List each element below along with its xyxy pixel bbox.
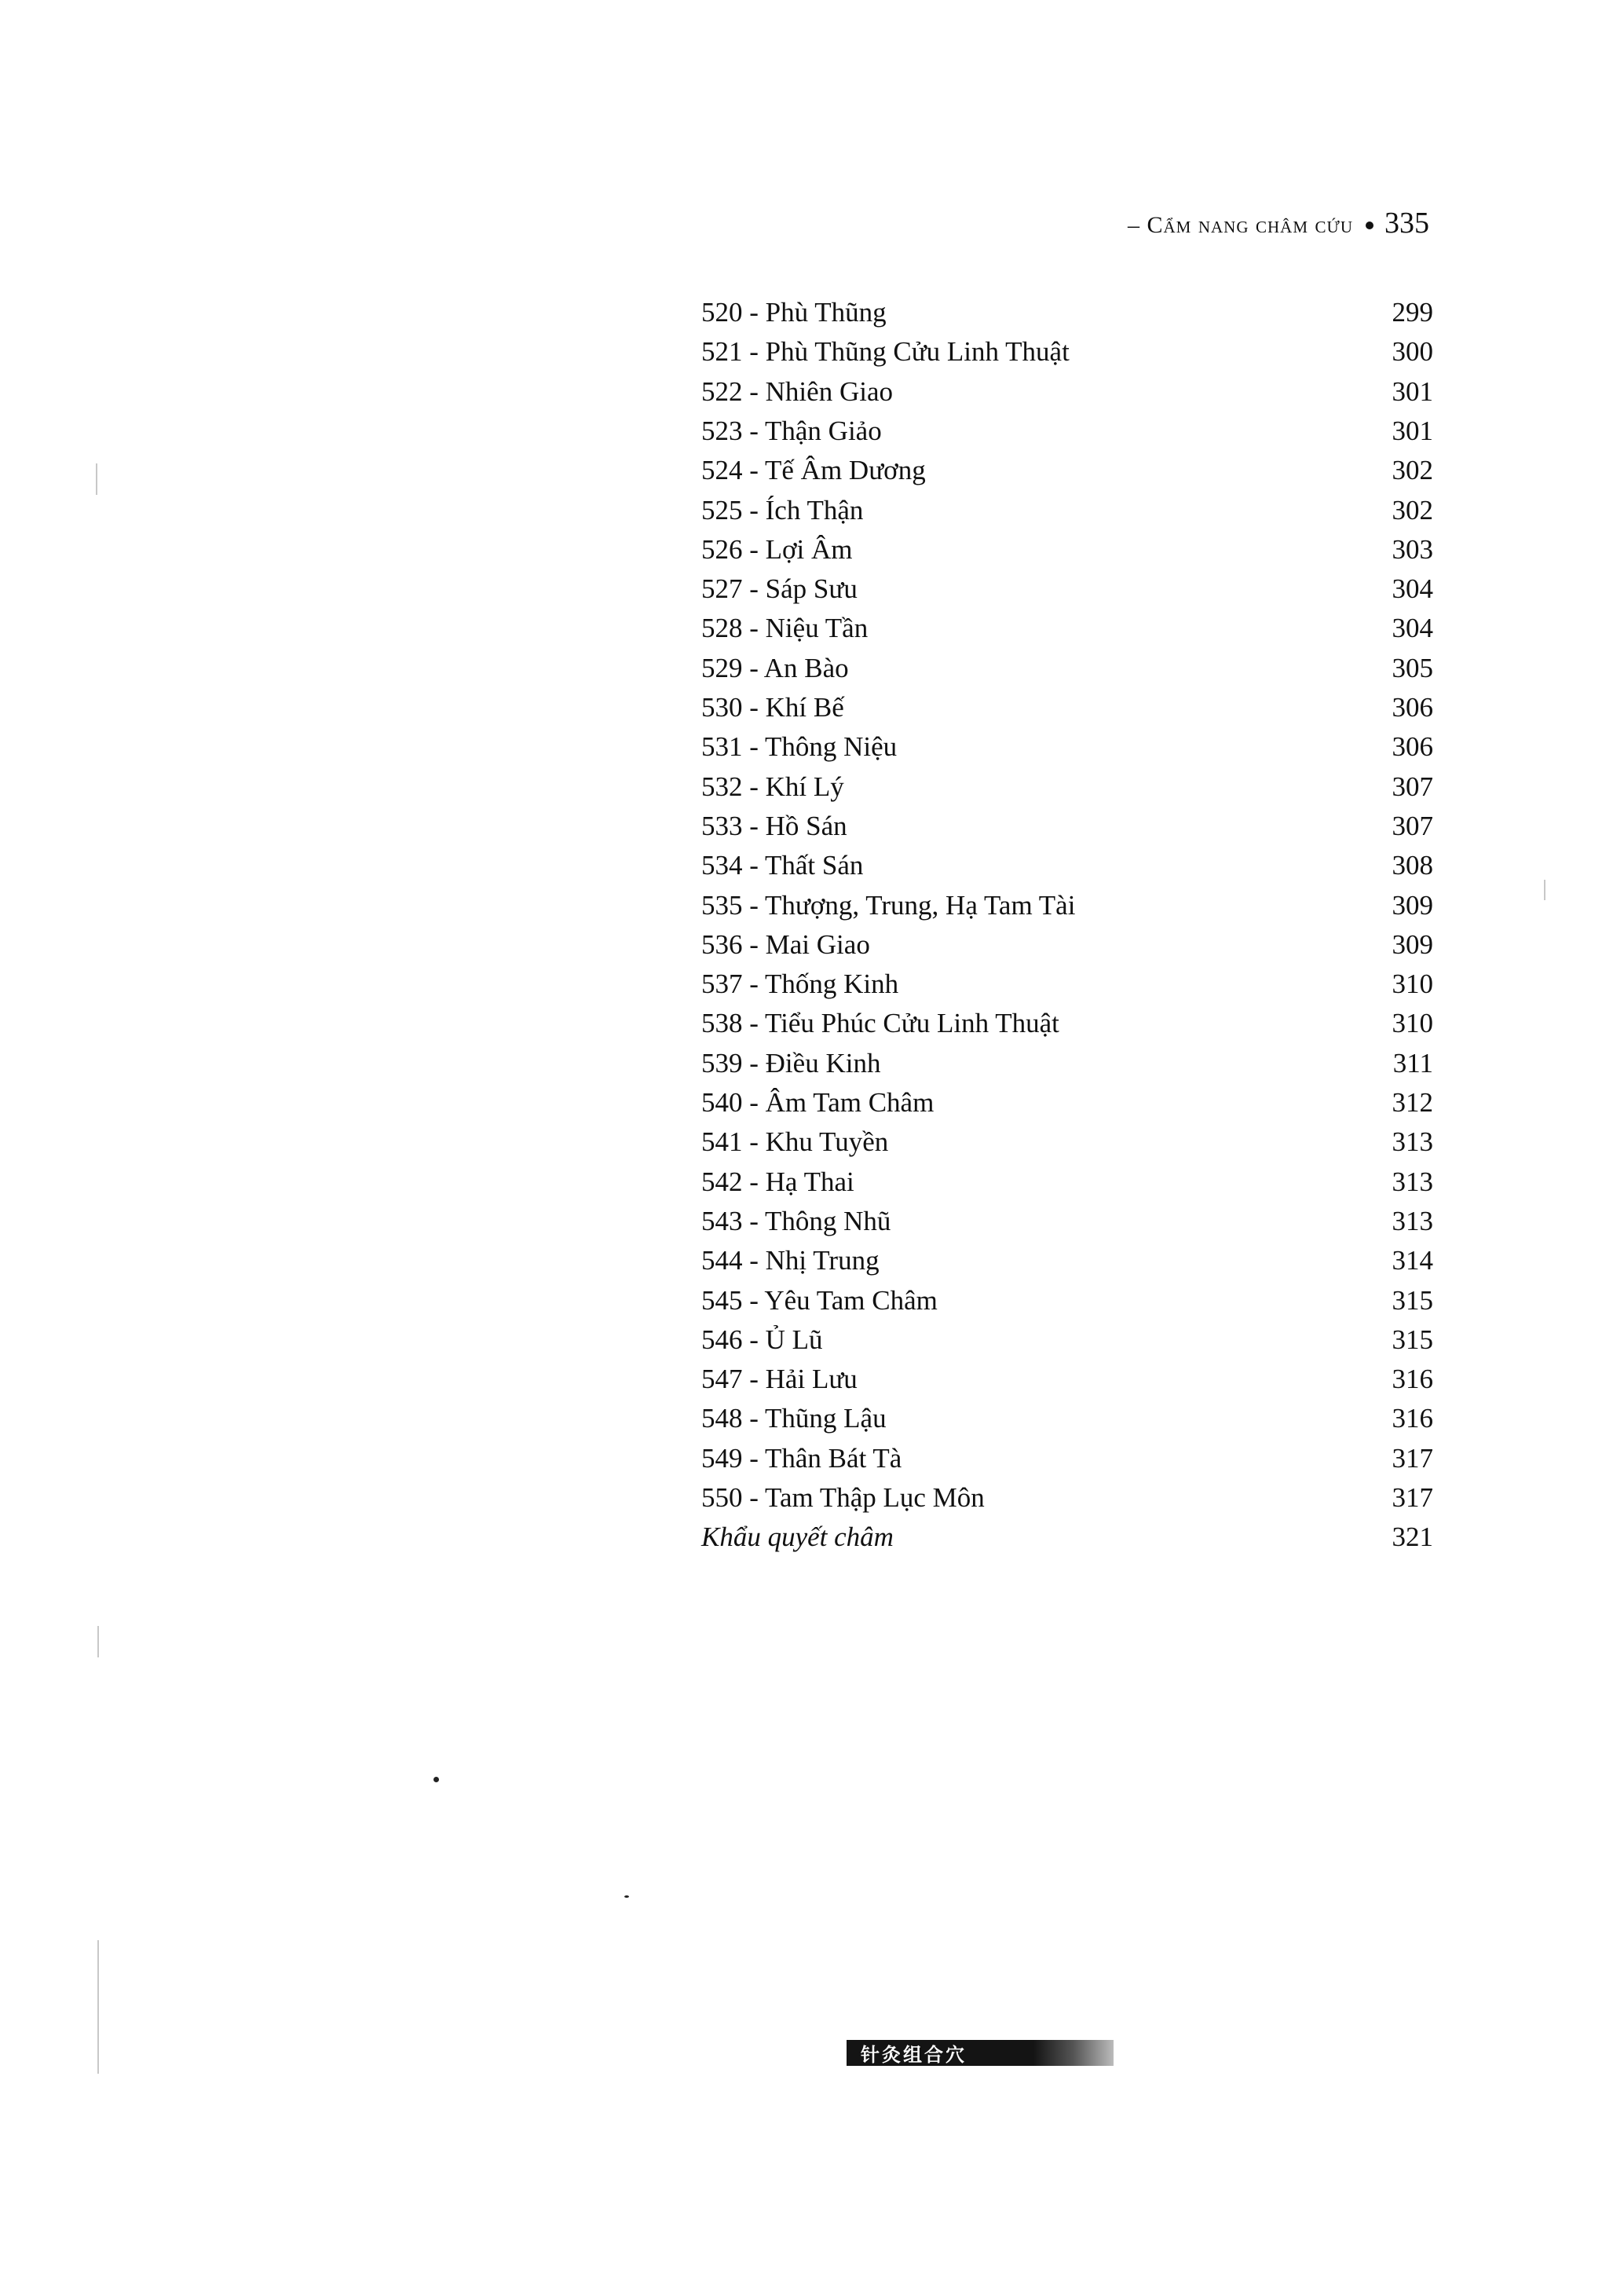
toc-entry [701, 850, 1433, 889]
toc-entry [701, 1443, 1433, 1482]
toc-entry-page: 317 [1392, 1442, 1433, 1474]
toc-entry-title: 525 - Ích Thận [701, 494, 864, 525]
toc-entry-page: 315 [1392, 1284, 1433, 1316]
toc-entry [701, 1166, 1433, 1206]
toc-entry [701, 455, 1433, 494]
toc-entry-page: 312 [1392, 1087, 1433, 1118]
toc-entry-title: 550 - Tam Thập Lục Môn [701, 1482, 985, 1513]
toc-entry-page: 311 [1392, 1047, 1433, 1078]
toc-entry-title: 538 - Tiểu Phúc Cửu Linh Thuật [701, 1008, 1059, 1039]
toc-entry-title: 524 - Tế Âm Dương [701, 455, 926, 486]
toc-entry-page: 304 [1392, 573, 1433, 605]
toc-entry [701, 890, 1433, 929]
toc-entry-title: 546 - Ủ Lũ [701, 1324, 823, 1355]
toc-entry [701, 1008, 1433, 1047]
toc-entry [701, 495, 1433, 534]
toc-entry [701, 1048, 1433, 1087]
running-header [1068, 206, 1429, 245]
toc-entry-title: 532 - Khí Lý [701, 771, 844, 802]
toc-entry [701, 416, 1433, 455]
toc-entry-title: 521 - Phù Thũng Cửu Linh Thuật [701, 336, 1070, 368]
toc-entry-page: 303 [1392, 533, 1433, 565]
toc-entry-page: 302 [1392, 455, 1433, 486]
toc-entry [701, 1364, 1433, 1403]
toc-entry-title: 537 - Thống Kinh [701, 969, 899, 1000]
toc-entry [701, 1245, 1433, 1284]
toc-entry-title: 540 - Âm Tam Châm [701, 1087, 935, 1118]
toc-entry-title: 520 - Phù Thũng [701, 297, 887, 328]
scan-speck [433, 1777, 439, 1782]
toc-entry [701, 376, 1433, 416]
toc-entry [701, 1482, 1433, 1522]
table-of-contents [701, 297, 1433, 1577]
page-number: 335 [1384, 207, 1429, 240]
toc-entry-page: 313 [1392, 1126, 1433, 1158]
toc-entry-page: 310 [1392, 1008, 1433, 1039]
toc-entry-page: 316 [1392, 1364, 1433, 1395]
toc-entry-title: 543 - Thông Nhũ [701, 1205, 891, 1236]
toc-entry-title: 533 - Hồ Sán [701, 810, 847, 841]
toc-entry-title: 548 - Thũng Lậu [701, 1403, 887, 1434]
toc-entry-page: 301 [1392, 375, 1433, 407]
toc-entry-title: 526 - Lợi Âm [701, 533, 853, 565]
toc-entry-title: 534 - Thất Sán [701, 850, 864, 881]
toc-entry-page: 300 [1392, 336, 1433, 368]
toc-entry [701, 336, 1433, 375]
toc-entry-title: 530 - Khí Bế [701, 692, 844, 723]
toc-entry [701, 811, 1433, 850]
toc-entry-page: 316 [1392, 1403, 1433, 1434]
toc-entry-title: 541 - Khu Tuyền [701, 1126, 889, 1158]
toc-entry-page: 302 [1392, 494, 1433, 525]
toc-entry [701, 653, 1433, 692]
toc-entry-title: 531 - Thông Niệu [701, 731, 898, 763]
toc-entry-title: 528 - Niệu Tần [701, 613, 869, 644]
footer-banner-text: 针灸组合穴 [861, 2044, 967, 2066]
toc-entry [701, 1403, 1433, 1442]
scan-margin-line [97, 1626, 99, 1657]
running-header-title: – Cẩm nang châm cứu [1128, 212, 1353, 238]
toc-entry [701, 1206, 1433, 1245]
toc-entry [701, 1126, 1433, 1166]
toc-entry-page: 307 [1392, 810, 1433, 841]
scan-speck [624, 1895, 629, 1898]
toc-entry-page: 321 [1392, 1522, 1433, 1553]
toc-entry-page: 305 [1392, 652, 1433, 683]
toc-entry-page: 309 [1392, 889, 1433, 921]
toc-entry-page: 313 [1392, 1166, 1433, 1197]
toc-entry-page: 304 [1392, 613, 1433, 644]
toc-entry [701, 573, 1433, 613]
toc-entry-page: 308 [1392, 850, 1433, 881]
toc-entry-page: 306 [1392, 731, 1433, 763]
toc-entry-title: 523 - Thận Giảo [701, 415, 882, 446]
toc-entry-page: 307 [1392, 771, 1433, 802]
toc-entry-title: 522 - Nhiên Giao [701, 375, 893, 407]
toc-entry-title: 527 - Sáp Sưu [701, 573, 858, 605]
toc-entry [701, 969, 1433, 1008]
toc-entry [701, 534, 1433, 573]
toc-entry [701, 929, 1433, 969]
toc-entry-title: 545 - Yêu Tam Châm [701, 1284, 938, 1316]
toc-entry [701, 731, 1433, 771]
toc-entry [701, 1285, 1433, 1324]
toc-entry-page: 314 [1392, 1245, 1433, 1276]
toc-entry-title: 535 - Thượng, Trung, Hạ Tam Tài [701, 889, 1076, 921]
toc-entry-page: 310 [1392, 969, 1433, 1000]
toc-entry [701, 297, 1433, 336]
toc-entry-page: 315 [1392, 1324, 1433, 1355]
bullet-dot-icon [1366, 222, 1373, 229]
toc-entry-title: 539 - Điều Kinh [701, 1047, 881, 1078]
toc-entry-page: 301 [1392, 415, 1433, 446]
toc-entry-title: Khẩu quyết châm [701, 1522, 894, 1553]
scan-margin-line [97, 1940, 99, 2074]
toc-entry [701, 1324, 1433, 1364]
toc-entry [701, 692, 1433, 731]
footer-banner [847, 2040, 1114, 2066]
toc-entry-page: 317 [1392, 1482, 1433, 1513]
scan-margin-line [96, 463, 97, 495]
toc-entry [701, 1522, 1433, 1561]
toc-entry-title: 547 - Hải Lưu [701, 1364, 858, 1395]
toc-entry-page: 313 [1392, 1205, 1433, 1236]
toc-entry-title: 544 - Nhị Trung [701, 1245, 880, 1276]
toc-entry [701, 613, 1433, 652]
toc-entry-page: 306 [1392, 692, 1433, 723]
toc-entry-title: 542 - Hạ Thai [701, 1166, 854, 1197]
toc-entry-title: 529 - An Bào [701, 652, 849, 683]
toc-entry [701, 1087, 1433, 1126]
toc-entry [701, 771, 1433, 811]
toc-entry-page: 309 [1392, 928, 1433, 960]
toc-entry-page: 299 [1392, 297, 1433, 328]
toc-entry-title: 536 - Mai Giao [701, 928, 870, 960]
toc-entry-title: 549 - Thân Bát Tà [701, 1442, 902, 1474]
scan-margin-line [1544, 880, 1545, 900]
